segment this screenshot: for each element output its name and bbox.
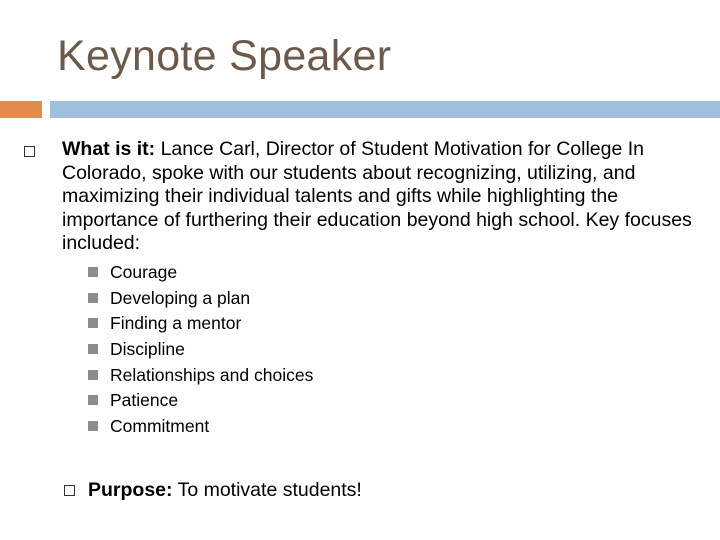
main-bullet-body: Lance Carl, Director of Student Motivation for College In Colorado, spoke with our students about recognizing, utilizing, and maximizing their individual talents and gifts while highlighting the importance of furthering their education beyond high school. Key focuses included:: [62, 138, 692, 254]
square-bullet-icon: [88, 370, 98, 380]
main-bullet-text: [62, 138, 702, 256]
purpose-label: Purpose:: [88, 479, 173, 501]
focus-item-label: Commitment: [110, 416, 210, 437]
focus-item-label: Discipline: [110, 339, 185, 360]
focus-item-label: Patience: [110, 390, 179, 411]
main-bullet-label: What is it:: [62, 138, 156, 160]
list-item: [88, 339, 313, 365]
list-item: [88, 313, 313, 339]
square-bullet-icon: [88, 293, 98, 303]
square-bullet-icon: [88, 344, 98, 354]
purpose-body: To motivate students!: [172, 479, 362, 501]
list-item: [88, 262, 313, 288]
focus-item-label: Developing a plan: [110, 287, 251, 308]
square-bullet-icon: [88, 395, 98, 405]
focus-item-label: Relationships and choices: [110, 364, 314, 385]
square-bullet-icon: [88, 318, 98, 328]
focus-item-label: Courage: [110, 262, 178, 282]
list-item: [88, 416, 313, 442]
checkbox-icon: [24, 146, 35, 157]
square-bullet-icon: [88, 421, 98, 431]
list-item: [88, 390, 313, 416]
slide-title: Keynote Speaker: [57, 32, 392, 80]
accent-bar-blue: [50, 101, 720, 118]
list-item: [88, 365, 313, 391]
purpose-bullet-text: [88, 479, 362, 502]
square-bullet-icon: [88, 267, 98, 277]
checkbox-icon: [64, 485, 75, 496]
focus-list: [88, 262, 313, 442]
accent-bar-orange: [0, 101, 42, 118]
focus-item-label: Finding a mentor: [110, 313, 242, 334]
list-item: [88, 288, 313, 314]
